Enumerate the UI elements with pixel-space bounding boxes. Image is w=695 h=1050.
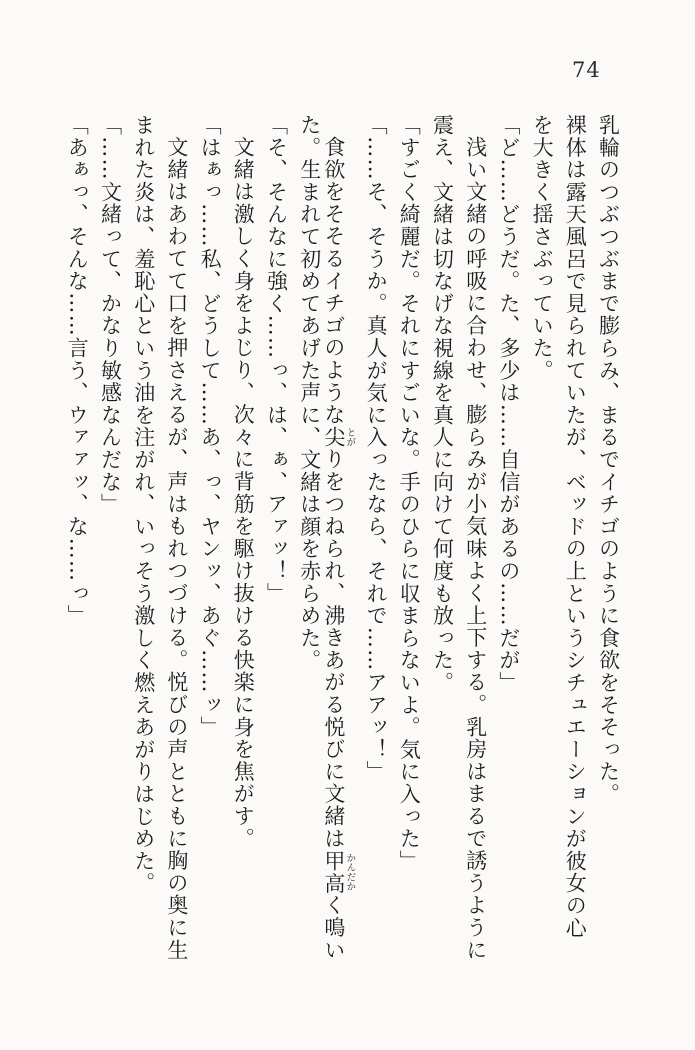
text-line: 「あぁっ、そんな……言う、ウァァッ、な……っ」 <box>65 114 90 627</box>
text-line: を大きく揺さぶっていた。 <box>530 114 555 382</box>
text-line: 「……そ、そうか。真人が気に入ったなら、それで……アアッ！」 <box>364 114 389 783</box>
text-line: 「ど……どうだ。た、多少は……自信があるの……だが」 <box>496 114 521 694</box>
furigana-ruby: 尖とが <box>321 425 356 449</box>
text-line: 「……文緒って、かなり敏感なんだな」 <box>98 114 123 516</box>
text-line: 浅い文緒の呼吸に合わせ、膨らみが小気味よく上下する。乳房はまるで誘うように <box>463 136 488 962</box>
text-line: 裸体は露天風呂で見られていたが、ベッドの上というシチュエーションが彼女の心 <box>563 114 588 940</box>
text-line: 乳輪のつぶつぶまで膨らみ、まるでイチゴのように食欲をそそった。 <box>596 114 621 806</box>
text-line: た。生まれて初めてあげた声に、文緒は顔を赤らめた。 <box>297 114 322 672</box>
furigana-ruby: 甲高かんだか <box>321 849 356 895</box>
text-line: 震え、文緒は切なげな視線を真人に向けて何度も放った。 <box>430 114 455 694</box>
page-number: 74 <box>572 58 601 82</box>
text-line: まれた炎は、羞恥心という油を注がれ、いっそう激しく燃えあがりはじめた。 <box>131 114 156 895</box>
text-line: 「そ、そんなに強く……っ、は、ぁ、アァッ！」 <box>264 114 289 605</box>
text-line: 「はぁっ……私、どうして……あ、っ、ヤンッ、あぐ……ッ」 <box>198 114 223 739</box>
text-line: 文緒はあわてて口を押さえるが、声はもれつづける。悦びの声とともに胸の奥に生 <box>164 136 189 962</box>
text-line: 食欲をそそるイチゴのような尖とがりをつねられ、沸きあがる悦びに文緒は甲高かんだかく鳴い <box>321 136 356 962</box>
text-line: 文緒は激しく身をよじり、次々に背筋を駆け抜ける快楽に身を焦がす。 <box>231 136 256 850</box>
text-line: 「すごく綺麗だ。それにすごいな。手のひらに収まらないよ。気に入った」 <box>397 114 422 873</box>
